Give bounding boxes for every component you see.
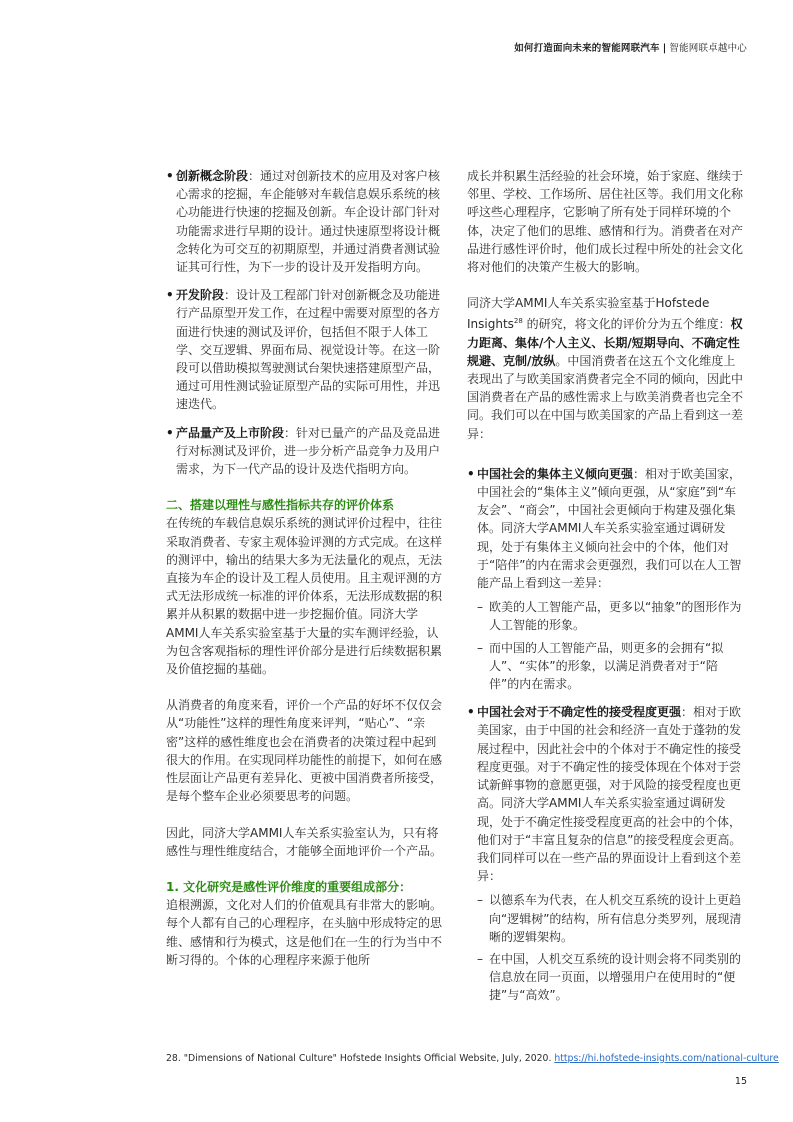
bullet-term: 开发阶段 <box>176 288 225 303</box>
header-separator: | <box>662 43 667 54</box>
footnote-text: 28. "Dimensions of National Culture" Hofstede Insights Official Website, July, 2020. <box>166 1053 555 1064</box>
bullet-colon: ： <box>224 288 237 303</box>
paragraph: 追根溯源，文化对人们的价值观具有非常大的影响。每个人都有自己的心理程序，在头脑中形成特定的思维、感情和行为模式，这是他们在一生的行为当中不断习得的。个体的心理程序来源于他所 <box>166 898 443 967</box>
paragraph: 成长并积累生活经验的社会环境，始于家庭、继续于邻里、学校、工作场所、居住社区等。我们用文化称呼这些心理程序，它影响了所有处于同样环境的个体，决定了他们的思维、感情和行为。消费者在对产品进行感性评价时，他们成长过程中所处的社会文化将对他们的决策产生极大的影响。 <box>467 169 744 275</box>
bullet-development-stage <box>166 286 442 413</box>
collectivism-examples <box>467 598 743 693</box>
paragraph-text: 的研究，将文化的评价分为五个维度： <box>522 317 731 332</box>
section-heading: 二、搭建以理性与感性指标共存的评价体系 <box>166 498 395 513</box>
right-column <box>467 167 743 1005</box>
bullet-colon: ： <box>633 466 646 481</box>
bullet-colon: ： <box>284 425 297 440</box>
bullet-term: 中国社会对于不确定性的接受程度更强 <box>477 705 682 720</box>
bullet-uncertainty <box>467 703 743 885</box>
bullet-text: 通过对创新技术的应用及对客户核心需求的挖掘，车企能够对车载信息娱乐系统的核心功能进行快速的挖掘及创新。车企设计部门针对功能需求进行早期的设计。通过快速原型将设计概念转化为可交互的初期原型，并通过消费者测试验证其可行性，为下一步的设计及开发指明方向。 <box>176 169 441 275</box>
subheading: 1. 文化研究是感性评价维度的重要组成部分： <box>166 879 412 894</box>
bullet-text: 设计及工程部门针对创新概念及功能进行产品原型开发工作，在过程中需要对原型的各方面进行快速的测试及评价，包括但不限于人体工学、交互逻辑、界面布局、视觉设计等。在这一阶段可以借助模拟驾驶测试台架快速搭建原型产品，通过可用性测试验证原型产品的实际可用性，并迅速迭代。 <box>176 288 441 412</box>
bullet-text: 针对已量产的产品及竞品进行对标测试及评价，进一步分析产品竞争力及用户需求，为下一代产品的设计及迭代指明方向。 <box>176 425 441 477</box>
bullet-colon: ： <box>681 705 694 720</box>
bullet-term: 创新概念阶段 <box>176 169 249 183</box>
bullet-term: 中国社会的集体主义倾向更强 <box>477 466 634 481</box>
paragraph: 因此，同济大学AMMI人车关系实验室认为，只有将感性与理性维度结合，才能够全面地评价一个产品。 <box>166 825 443 858</box>
paragraph-text: 。中国消费者在这五个文化维度上表现出了与欧美国家消费者完全不同的倾向，因此中国消费者在产品的感性需求上与欧美消费者也完全不同。我们可以在中国与欧美国家的产品上看到这一差异： <box>467 353 744 441</box>
bullet-text: 相对于欧美国家，由于中国的社会和经济一直处于蓬勃的发展过程中，因此社会中的个体对于不确定性的接受程度更强。对于不确定性的接受体现在个体对于尝试新鲜事物的意愿更强，对于风险的接受程度也更高。同济大学AMMI人车关系实验室通过调研发现，处于不确定性接受程度更高的社会中的个体，他们对于“丰富且复杂的信息”的接受程度会更高。我们同样可以在一些产品的界面设计上看到这个差异： <box>477 705 742 884</box>
paragraph: 从消费者的角度来看，评价一个产品的好坏不仅仅会从“功能性”这样的理性角度来评判，“贴心”、“亲密”这样的感性维度也会在消费者的决策过程中起到很大的作用。在实现同样功能性的前提下，如何在感性层面让产品更有差异化、更被中国消费者所接受，是每个整车企业必须要思考的问题。 <box>166 698 443 804</box>
dash-item: – 欧美的人工智能产品，更多以“抽象”的图形作为人工智能的形象。 <box>477 598 743 634</box>
bullet-collectivism <box>467 465 743 592</box>
page-header <box>514 40 747 54</box>
dash-item: – 以德系车为代表，在人机交互系统的设计上更趋向“逻辑树”的结构，所有信息分类罗列，展现清晰的逻辑架构。 <box>477 891 743 946</box>
page-number: 15 <box>734 1076 747 1087</box>
bullet-text: 相对于欧美国家，中国社会的“集体主义”倾向更强，从“家庭”到“车友会”、“商会”，中国社会更倾向于构建及强化集体。同济大学AMMI人车关系实验室通过调研发现，处于有集体主义倾向社会中的个体，他们对于“陪伴”的内在需求会更强烈，我们可以在人工智能产品上看到这一差异： <box>477 466 742 591</box>
uncertainty-examples <box>467 891 743 1004</box>
header-title: 如何打造面向未来的智能网联汽车 <box>514 43 660 54</box>
footnote-link[interactable]: https://hi.hofstede-insights.com/national-culture <box>554 1053 779 1064</box>
footnote-ref: 28 <box>513 317 523 326</box>
dash-item: – 在中国，人机交互系统的设计则会将不同类别的信息放在同一页面，以增强用户在使用时的“便捷”与“高效”。 <box>477 950 743 1005</box>
paragraph: 在传统的车载信息娱乐系统的测试评价过程中，往往采取消费者、专家主观体验评测的方式完成。在这样的测评中，输出的结果大多为无法量化的观点，无法直接为车企的设计及工程人员使用。且主观评测的方式无法形成统一标准的评价体系，无法形成数据的积累并从积累的数据中进一步挖掘价值。同济大学AMMI人车关系实验室基于大量的实车测评经验，认为包含客观指标的理性评价部分是进行后续数据积累及价值挖掘的基础。 <box>166 516 443 677</box>
header-subtitle: 智能网联卓越中心 <box>669 43 747 54</box>
five-dimensions: 权力距离、集体/个人主义、长期/短期导向、不确定性规避、克制/放纵 <box>467 317 743 368</box>
footnote <box>166 1053 779 1064</box>
bullet-concept-stage <box>166 167 442 276</box>
left-column <box>166 167 442 969</box>
paragraph-text: 同济大学AMMI人车关系实验室基于Hofstede Insights <box>467 296 710 332</box>
bullet-colon: ： <box>248 169 261 183</box>
bullet-production-stage <box>166 424 442 479</box>
paragraph-hofstede <box>467 294 743 443</box>
bullet-term: 产品量产及上市阶段 <box>176 425 285 440</box>
dash-item: – 而中国的人工智能产品，则更多的会拥有“拟人”、“实体”的形象，以满足消费者对于“陪伴”的内在需求。 <box>477 639 743 694</box>
